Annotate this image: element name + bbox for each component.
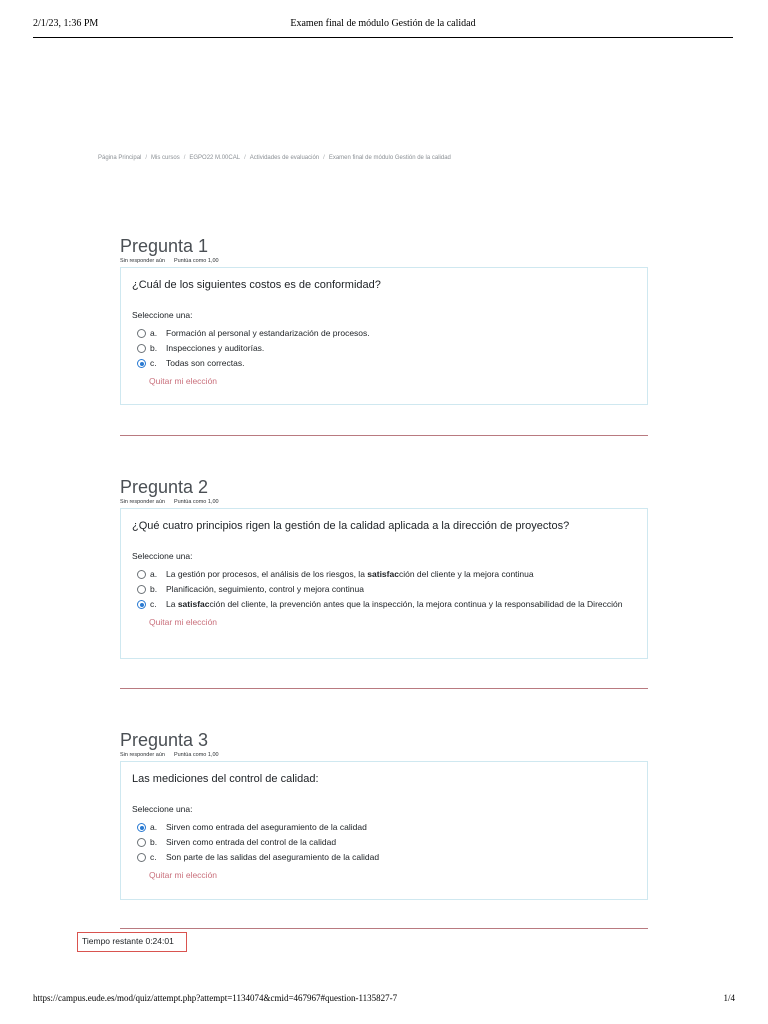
clear-choice-link[interactable]: Quitar mi elección [149,376,218,386]
question-text: Las mediciones del control de calidad: [132,773,319,785]
breadcrumb-my-courses[interactable]: Mis cursos [151,155,180,161]
answer-option-b[interactable] [137,582,636,597]
print-header [33,18,733,38]
question-status: Sin responder aún [120,752,165,758]
answer-prompt: Seleccione una: [132,551,193,561]
answer-letter: c. [150,358,157,368]
question-text: ¿Cuál de los siguientes costos es de conformidad? [132,279,381,291]
question-grade: Puntúa como 1,00 [173,258,219,264]
question-title: Pregunta 3 [120,730,209,750]
answer-letter: a. [150,822,158,832]
answer-list [132,326,636,371]
question-content [120,508,648,659]
answer-text: Sirven como entrada del aseguramiento de la calidad [166,822,367,832]
question-content [120,267,648,405]
breadcrumb [98,155,451,161]
breadcrumb-quiz[interactable]: Examen final de módulo Gestión de la calidad [328,155,451,161]
time-remaining-badge: Tiempo restante 0:24:01 [77,932,187,952]
answer-text: Inspecciones y auditorías. [166,343,265,353]
breadcrumb-separator: / [323,155,325,161]
radio-button[interactable] [137,838,146,847]
answer-option-a[interactable] [137,567,636,582]
answer-list [132,567,636,612]
question-divider [120,928,648,929]
print-url: https://campus.eude.es/mod/quiz/attempt.php?attempt=1134074&cmid=467967#question-1135827-7 [33,993,398,1003]
answer-text: Formación al personal y estandarización de procesos. [166,328,370,338]
answer-letter: b. [150,837,158,847]
question-status: Sin responder aún [120,258,165,264]
answer-text-highlight: satisfac [367,569,399,579]
answer-option-c[interactable] [137,356,636,371]
answer-prompt: Seleccione una: [132,804,193,814]
answer-text: Sirven como entrada del control de la calidad [166,837,337,847]
answer-text-part: ción del cliente y la mejora continua [398,569,534,579]
question-2 [120,477,648,659]
radio-button[interactable] [137,570,146,579]
radio-button-selected[interactable] [137,359,146,368]
answer-option-c[interactable] [137,850,636,865]
answer-text: Todas son correctas. [166,358,245,368]
answer-prompt: Seleccione una: [132,310,193,320]
question-meta [120,752,648,760]
radio-button-selected[interactable] [137,823,146,832]
question-content [120,761,648,900]
answer-letter: a. [150,569,158,579]
question-grade: Puntúa como 1,00 [173,499,219,505]
answer-option-c[interactable] [137,597,636,612]
question-3 [120,730,648,900]
answer-text: Son parte de las salidas del aseguramiento de la calidad [166,852,380,862]
answer-text-part: La gestión por procesos, el análisis de los riesgos, la [166,569,368,579]
print-date: 2/1/23, 1:36 PM [33,18,99,29]
radio-button-selected[interactable] [137,600,146,609]
answer-option-b[interactable] [137,835,636,850]
breadcrumb-separator: / [145,155,148,161]
question-text: ¿Qué cuatro principios rigen la gestión de la calidad aplicada a la dirección de proyectos? [132,520,570,532]
question-title: Pregunta 2 [120,477,209,497]
answer-text [166,567,636,582]
answer-option-b[interactable] [137,341,636,356]
answer-letter: b. [150,584,158,594]
radio-button[interactable] [137,585,146,594]
clear-choice-link[interactable]: Quitar mi elección [149,870,218,880]
answer-letter: c. [150,852,157,862]
answer-list [132,820,636,865]
question-meta [120,258,648,266]
question-grade: Puntúa como 1,00 [173,752,219,758]
radio-button[interactable] [137,344,146,353]
question-status: Sin responder aún [120,499,165,505]
question-1 [120,236,648,405]
answer-text-part: La [166,599,178,609]
breadcrumb-section[interactable]: Actividades de evaluación [249,155,320,161]
answer-letter: a. [150,328,158,338]
print-page-number: 1/4 [723,993,735,1003]
answer-text-highlight: satisfac [177,599,210,609]
answer-text-part: ción del cliente, la prevención antes que la inspección, la mejora continua y la responsabilidad de la Dirección [209,599,623,609]
print-title: Examen final de módulo Gestión de la calidad [290,18,476,29]
question-divider [120,435,648,436]
radio-button[interactable] [137,329,146,338]
breadcrumb-home[interactable]: Página Principal [98,155,142,161]
answer-letter: c. [150,599,157,609]
answer-option-a[interactable] [137,326,636,341]
question-meta [120,499,648,507]
breadcrumb-separator: / [183,155,186,161]
question-divider [120,688,648,689]
answer-text [166,597,636,612]
answer-option-a[interactable] [137,820,636,835]
question-title: Pregunta 1 [120,236,209,256]
answer-letter: b. [150,343,158,353]
breadcrumb-separator: / [244,155,246,161]
radio-button[interactable] [137,853,146,862]
answer-text: Planificación, seguimiento, control y mejora continua [166,584,364,594]
clear-choice-link[interactable]: Quitar mi elección [149,617,218,627]
breadcrumb-course[interactable]: EGPO22 M.00CAL [189,155,241,161]
